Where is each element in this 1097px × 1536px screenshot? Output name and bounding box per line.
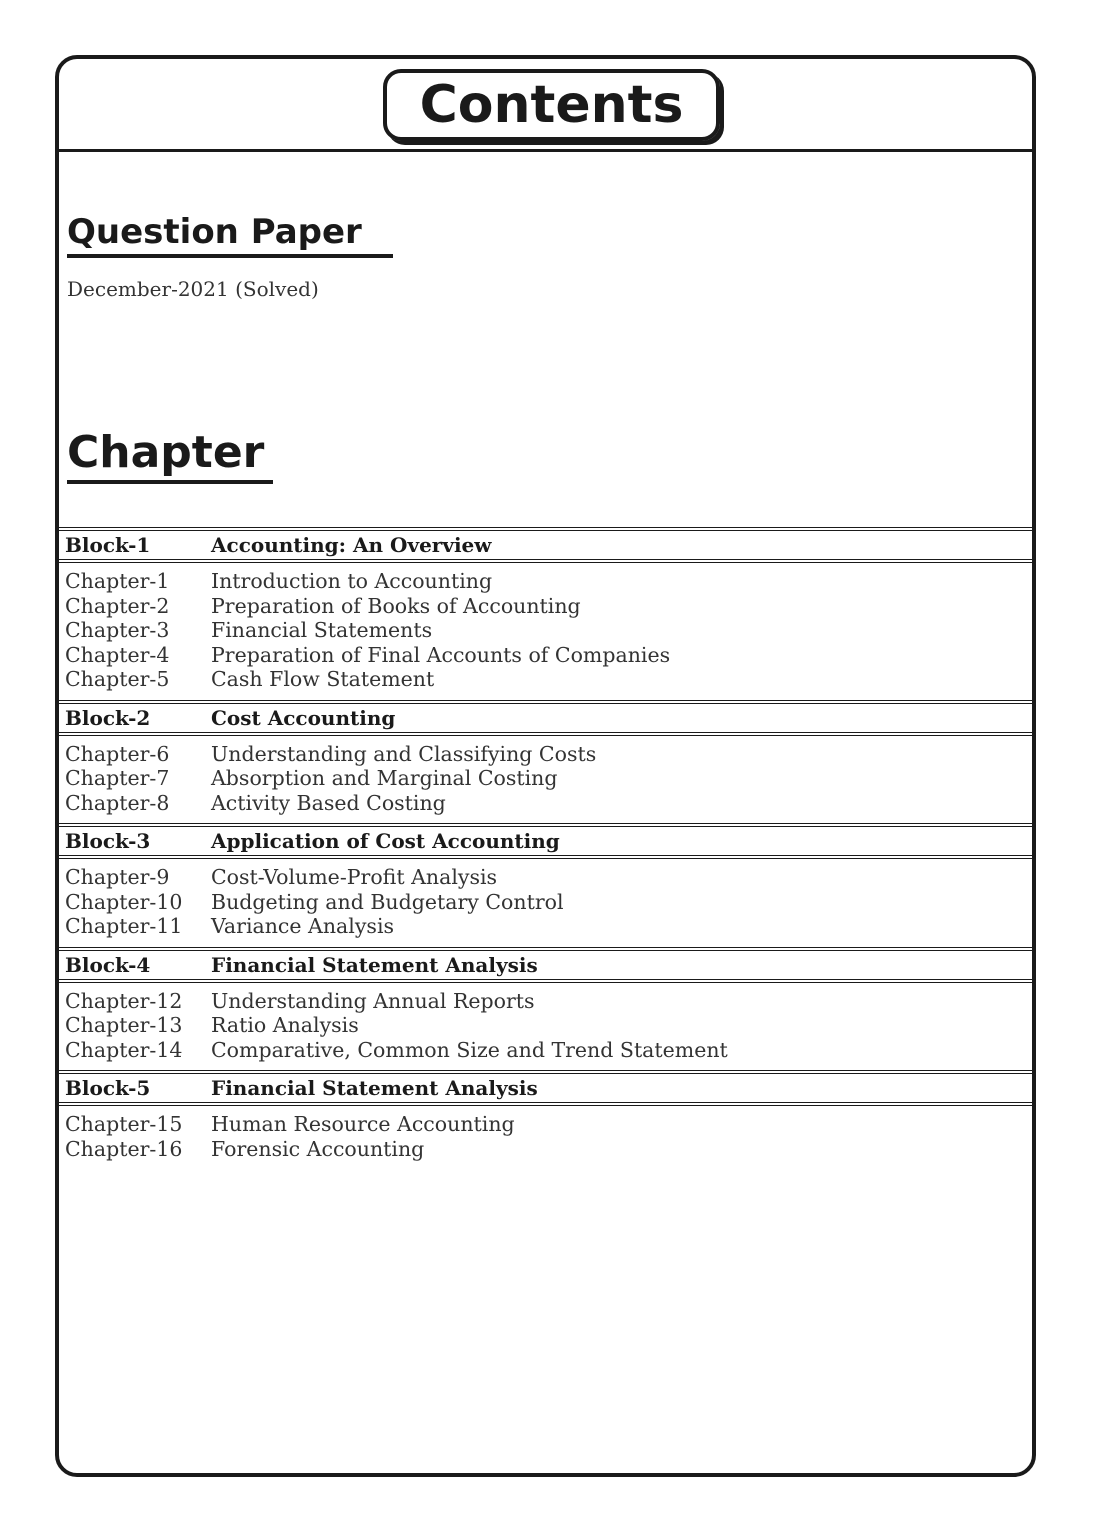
chapter-title: Variance Analysis	[211, 914, 395, 938]
chapter-title: Cash Flow Statement	[211, 667, 435, 691]
block-id: Block-5	[65, 1076, 151, 1100]
chapter-row	[59, 1112, 1032, 1137]
block-id: Block-3	[65, 829, 151, 853]
block-title: Cost Accounting	[211, 705, 396, 730]
contents-frame	[55, 55, 1036, 1477]
chapter-row	[59, 594, 1032, 619]
chapter-row	[59, 643, 1032, 668]
chapter-title: Understanding Annual Reports	[211, 988, 535, 1013]
block-title: Application of Cost Accounting	[211, 829, 560, 853]
chapter-number: Chapter-11	[65, 914, 183, 938]
chapter-number: Chapter-5	[65, 667, 170, 691]
chapter-title: Forensic Accounting	[211, 1136, 425, 1161]
chapter-number: Chapter-3	[65, 618, 170, 642]
block-header-row	[59, 1070, 1032, 1106]
chapter-number: Chapter-16	[65, 1136, 183, 1161]
block-header-row	[59, 823, 1032, 859]
chapter-title: Budgeting and Budgetary Control	[211, 889, 564, 914]
chapter-title: Understanding and Classifying Costs	[211, 741, 597, 766]
block-header-row	[59, 527, 1032, 563]
chapter-number: Chapter-7	[65, 766, 170, 790]
chapter-row	[59, 914, 1032, 939]
chapter-number: Chapter-10	[65, 889, 183, 914]
chapter-row	[59, 791, 1032, 816]
chapter-row	[59, 1038, 1032, 1063]
chapter-title: Comparative, Common Size and Trend Statement	[211, 1037, 728, 1062]
header-divider	[59, 149, 1032, 152]
chapter-number: Chapter-1	[65, 569, 170, 593]
chapter-number: Chapter-12	[65, 988, 183, 1013]
chapter-list	[59, 1106, 1032, 1169]
chapter-title: Human Resource Accounting	[211, 1112, 515, 1136]
chapter-title: Activity Based Costing	[211, 790, 446, 815]
question-paper-heading: Question Paper	[67, 212, 393, 258]
chapter-row	[59, 1013, 1032, 1038]
chapter-row	[59, 766, 1032, 791]
chapter-title: Ratio Analysis	[211, 1013, 359, 1037]
chapter-row	[59, 989, 1032, 1014]
chapter-title: Absorption and Marginal Costing	[211, 766, 558, 790]
block-id: Block-1	[65, 533, 151, 557]
block-id: Block-2	[65, 705, 151, 730]
chapter-number: Chapter-4	[65, 642, 170, 667]
chapter-list	[59, 859, 1032, 947]
chapter-row	[59, 1137, 1032, 1162]
chapter-list	[59, 736, 1032, 824]
question-paper-item: December-2021 (Solved)	[67, 277, 319, 301]
chapter-number: Chapter-15	[65, 1112, 183, 1136]
block-id: Block-4	[65, 952, 151, 977]
block-title: Accounting: An Overview	[211, 533, 492, 557]
chapter-list	[59, 983, 1032, 1071]
chapter-title: Cost-Volume-Profit Analysis	[211, 865, 498, 889]
chapter-number: Chapter-14	[65, 1037, 183, 1062]
chapter-row	[59, 667, 1032, 692]
chapter-number: Chapter-13	[65, 1013, 183, 1037]
block-title: Financial Statement Analysis	[211, 1076, 538, 1100]
chapter-number: Chapter-9	[65, 865, 170, 889]
block-header-row	[59, 700, 1032, 736]
chapter-row	[59, 865, 1032, 890]
chapter-title: Financial Statements	[211, 618, 433, 642]
chapter-list	[59, 563, 1032, 700]
table-of-contents	[59, 527, 1032, 1169]
chapter-row	[59, 569, 1032, 594]
chapter-heading: Chapter	[67, 427, 273, 484]
chapter-row	[59, 890, 1032, 915]
page-title: Contents	[383, 69, 720, 141]
chapter-number: Chapter-6	[65, 741, 170, 766]
chapter-title: Introduction to Accounting	[211, 569, 493, 593]
chapter-title: Preparation of Final Accounts of Companies	[211, 642, 671, 667]
chapter-number: Chapter-2	[65, 593, 170, 618]
chapter-row	[59, 742, 1032, 767]
chapter-row	[59, 618, 1032, 643]
block-title: Financial Statement Analysis	[211, 952, 538, 977]
chapter-title: Preparation of Books of Accounting	[211, 593, 581, 618]
chapter-number: Chapter-8	[65, 790, 170, 815]
block-header-row	[59, 947, 1032, 983]
